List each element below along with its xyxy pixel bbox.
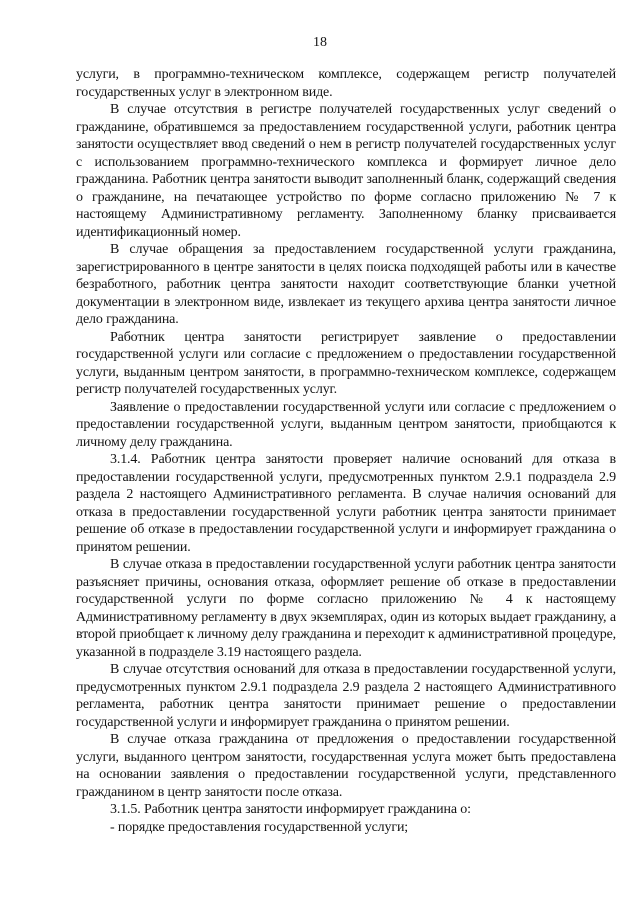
paragraph: 3.1.5. Работник центра занятости информирует гражданина о: [110, 802, 471, 817]
paragraph: В случае отказа гражданина от предложения о предоставлении государственной услуги, выданного центром занятости, государственная услуга может быть предоставлена на основании заявления о предоставлении государственной услуги, представленного гражданином в центр занятости после отказа. [76, 732, 616, 800]
list-item: - порядке предоставления государственной услуги; [110, 819, 409, 835]
paragraph: 3.1.4. Работник центра занятости проверяет наличие оснований для отказа в предоставлении государственной услуги, предусмотренных пунктом 2.9.1 подраздела 2.9 раздела 2 настоящего Административного регламента. В случае наличия оснований для отказа в предоставлении государственной услуги работник центра занятости принимает решение об отказе в предоставлении государственной услуги и информирует гражданина о принятом решении. [76, 452, 616, 555]
paragraph: В случае отсутствия оснований для отказа в предоставлении государственной услуги, предусмотренных пунктом 2.9.1 подраздела 2.9 раздела 2 настоящего Административного регламента, работник центра занятости принимает решение о предоставлении государственной услуги и информирует гражданина о принятом решении. [76, 662, 616, 730]
page-number: 18 [313, 35, 327, 50]
body-text [76, 66, 616, 836]
paragraph: В случае отказа в предоставлении государственной услуги работник центра занятости разъясняет причины, основания отказа, оформляет решение об отказе в предоставлении государственной услуги по форме согласно приложению № 4 к настоящему Административному регламенту в двух экземплярах, один из которых выдает гражданину, а второй приобщает к личному делу гражданина и переходит к административной процедуре, указанной в подразделе 3.19 настоящего раздела. [76, 557, 616, 660]
paragraph: В случае обращения за предоставлением государственной услуги гражданина, зарегистрированного в центре занятости в целях поиска подходящей работы или в качестве безработного, работник центра занятости находит соответствующие бланки учетной документации в электронном виде, извлекает из текущего архива центра занятости личное дело гражданина. [76, 242, 616, 327]
paragraph: В случае отсутствия в регистре получателей государственных услуг сведений о гражданине, обратившемся за предоставлением государственной услуги, работник центра занятости осуществляет ввод сведений о нем в регистр получателей государственных услуг с использованием программно-технического комплекса и формирует личное дело гражданина. Работник центра занятости выводит заполненный бланк, содержащий сведения о гражданине, на печатающее устройство по форме согласно приложению № 7 к настоящему Административному регламенту. Заполненному бланку присваивается идентификационный номер. [76, 102, 616, 240]
paragraph: услуги, в программно-техническом комплексе, содержащем регистр получателей государственных услуг в электронном виде. [76, 67, 616, 100]
paragraph: Заявление о предоставлении государственной услуги или согласие с предложением о предоставлении государственной услуги, выданным центром занятости, приобщаются к личному делу гражданина. [76, 399, 616, 450]
paragraph: Работник центра занятости регистрирует заявление о предоставлении государственной услуги или согласие с предложением о предоставлении государственной услуги, выданным центром занятости, в программно-техническом комплексе, содержащем регистр получателей государственных услуг. [76, 329, 616, 397]
